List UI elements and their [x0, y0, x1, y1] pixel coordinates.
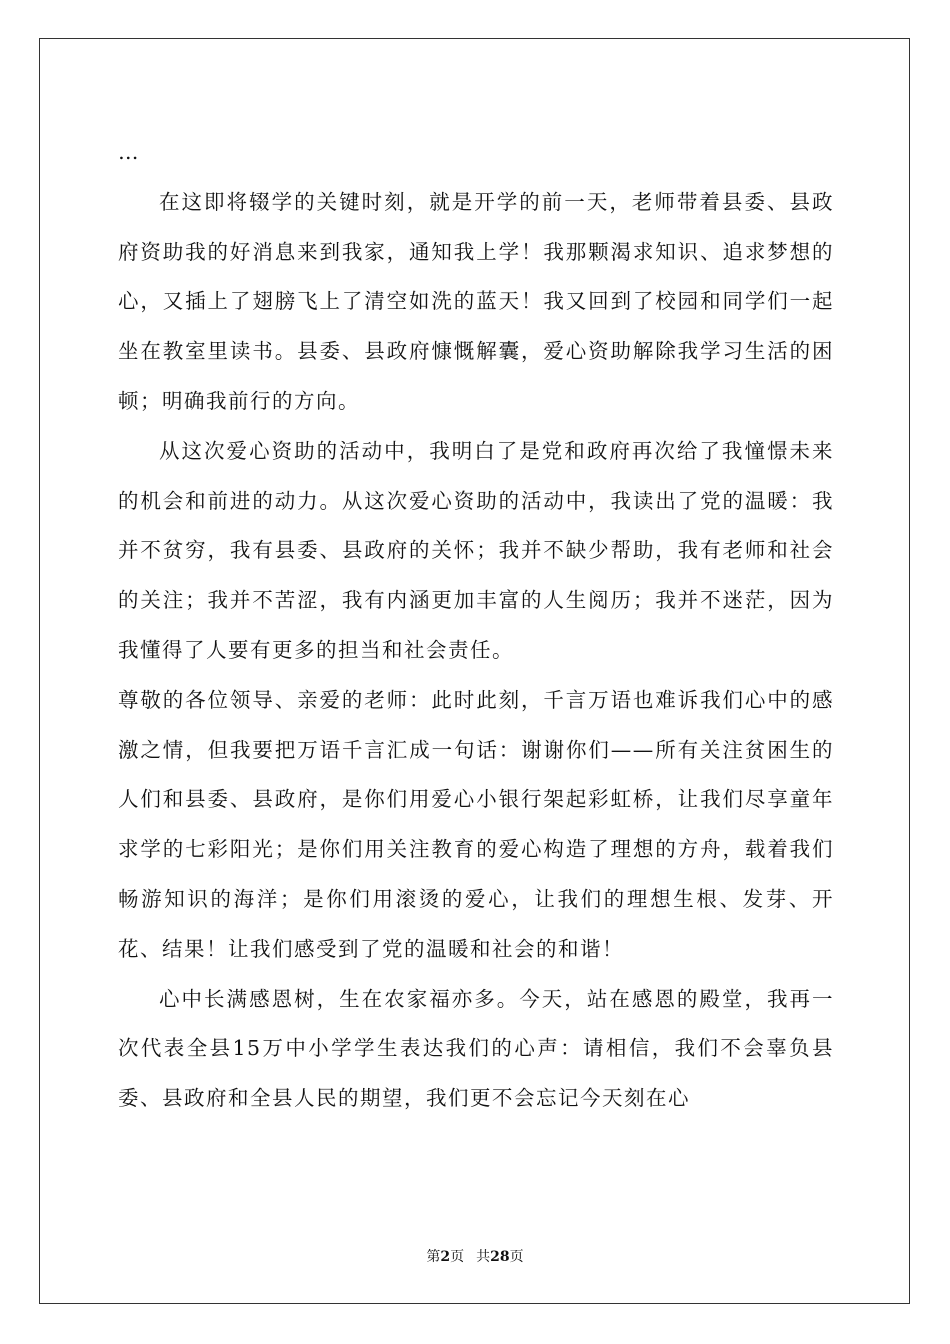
paragraph-1: 在这即将辍学的关键时刻，就是开学的前一天，老师带着县委、县政府资助我的好消息来到我家，通知我上学！我那颗渴求知识、追求梦想的心，又插上了翅膀飞上了清空如洗的蓝天！我又回到了校园和同学们一起坐在教室里读书。县委、县政府慷慨解囊，爱心资助解除我学习生活的困顿；明确我前行的方向。 — [118, 189, 834, 413]
paragraph-3: 尊敬的各位领导、亲爱的老师：此时此刻，千言万语也难诉我们心中的感激之情，但我要把万语千言汇成一句话：谢谢你们——所有关注贫困生的人们和县委、县政府，是你们用爱心小银行架起彩虹桥，让我们尽享童年求学的七彩阳光；是你们用关注教育的爱心构造了理想的方舟，载着我们畅游知识的海洋；是你们用滚烫的爱心，让我们的理想生根、发芽、开花、结果！让我们感受到了党的温暖和社会的和谐！ — [118, 687, 834, 961]
paragraph-4: 心中长满感恩树，生在农家福亦多。今天，站在感恩的殿堂，我再一次代表全县15万中小学学生表达我们的心声：请相信，我们不会辜负县委、县政府和全县人民的期望，我们更不会忘记今天刻在心 — [118, 986, 834, 1111]
page-number: 2 — [440, 1249, 451, 1265]
document-body — [118, 128, 834, 1124]
total-pages: 28 — [490, 1249, 510, 1265]
total-prefix: 共 — [476, 1249, 491, 1265]
leading-ellipsis: … — [118, 140, 139, 164]
page-prefix: 第 — [426, 1249, 441, 1265]
paragraph-2: 从这次爱心资助的活动中，我明白了是党和政府再次给了我憧憬未来的机会和前进的动力。从这次爱心资助的活动中，我读出了党的温暖：我并不贫穷，我有县委、县政府的关怀；我并不缺少帮助，我有老师和社会的关注；我并不苦涩，我有内涵更加丰富的人生阅历；我并不迷茫，因为我懂得了人要有更多的担当和社会责任。 — [118, 438, 834, 662]
total-suffix: 页 — [509, 1249, 524, 1265]
page-footer — [0, 1248, 950, 1266]
page-suffix: 页 — [450, 1249, 465, 1265]
